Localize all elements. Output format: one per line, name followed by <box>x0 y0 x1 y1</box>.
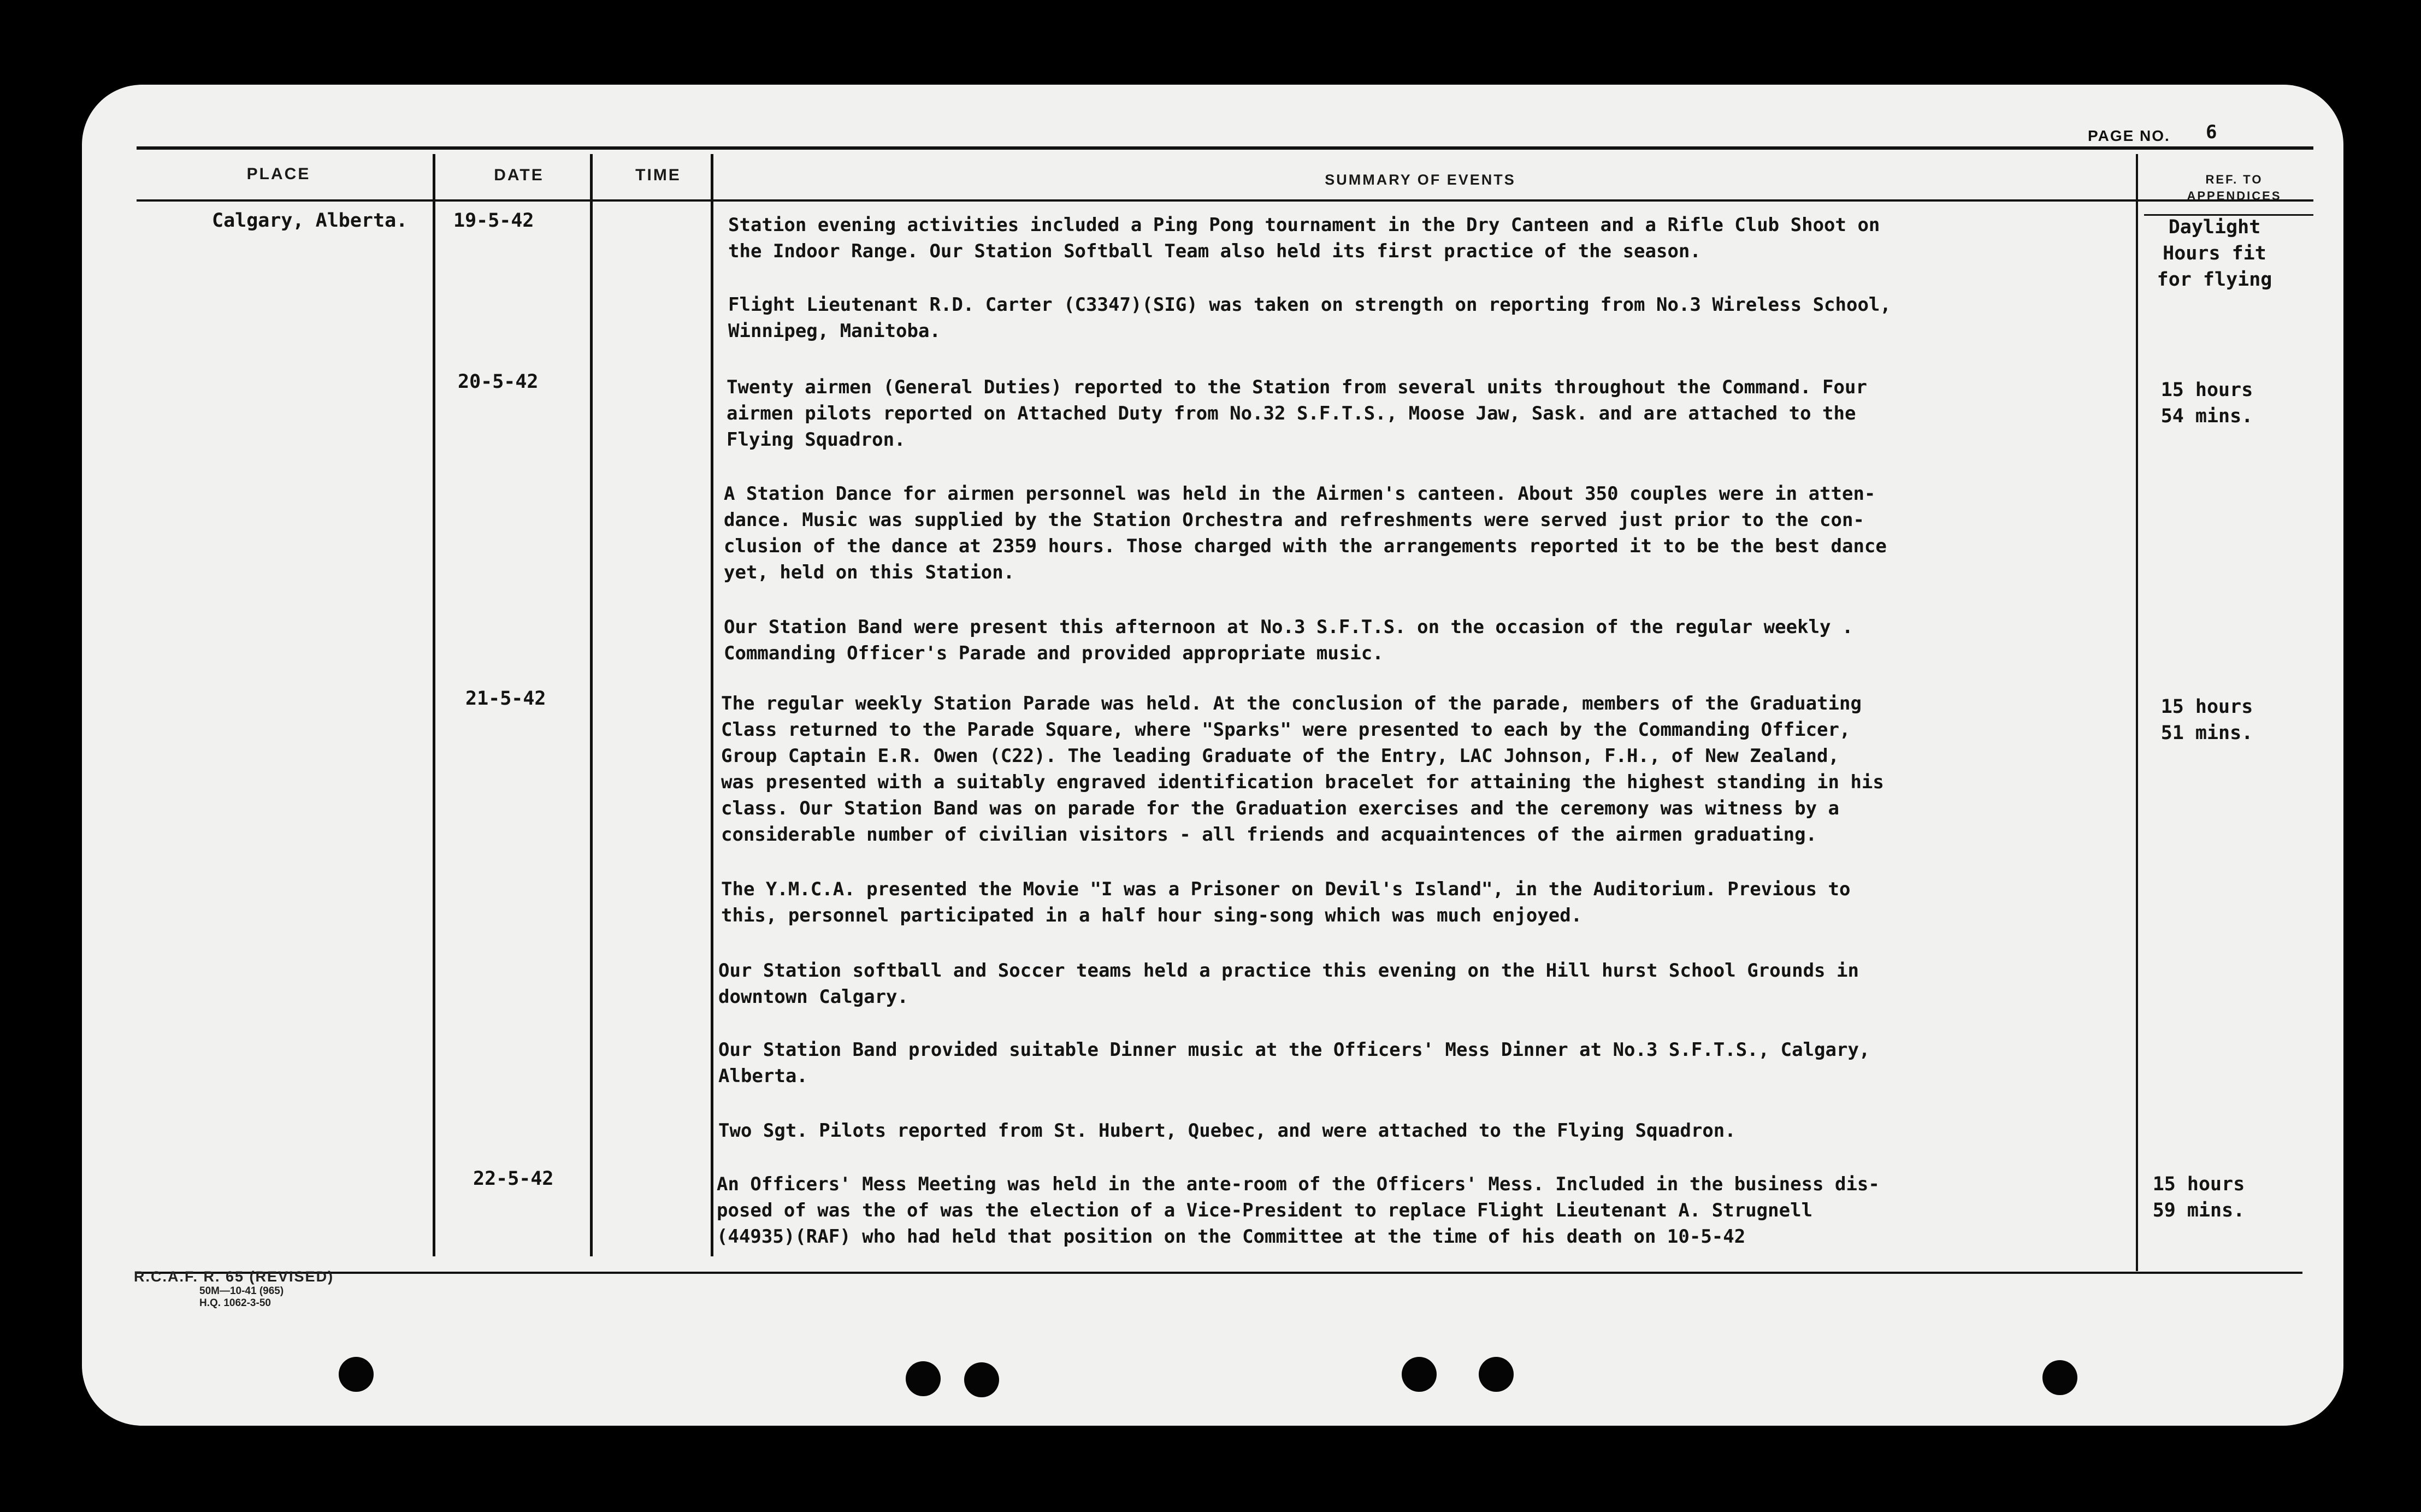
summary-entry <box>727 374 2130 453</box>
summary-line: Commanding Officer's Parade and provided appropriate music. <box>724 642 1384 664</box>
summary-line: Class returned to the Parade Square, where "Sparks" were presented to each by the Commanding Officer, <box>721 719 1851 741</box>
summary-line: The Y.M.C.A. presented the Movie "I was a Prisoner on Devil's Island", in the Auditorium. Previous to <box>721 878 1851 900</box>
summary-line: Station evening activities included a Ping Pong tournament in the Dry Canteen and a Rifle Club Shoot on <box>728 214 1880 236</box>
column-divider <box>711 154 713 1256</box>
column-header-ref: REF. TO APPENDICES <box>2187 173 2282 203</box>
punch-hole <box>1402 1357 1437 1392</box>
ref-cell <box>2128 1171 2270 1224</box>
summary-line: Winnipeg, Manitoba. <box>728 320 941 342</box>
date-cell: 22-5-42 <box>473 1168 554 1190</box>
punch-hole <box>1479 1357 1514 1392</box>
summary-line: the Indoor Range. Our Station Softball Team also held its first practice of the season. <box>728 240 1701 262</box>
column-header-summary: SUMMARY OF EVENTS <box>1325 172 1516 188</box>
place-cell: Calgary, Alberta. <box>212 210 408 232</box>
summary-line: downtown Calgary. <box>718 986 908 1008</box>
form-number <box>134 1268 334 1309</box>
page-number: 6 <box>2206 121 2217 143</box>
summary-line: An Officers' Mess Meeting was held in the ante-room of the Officers' Mess. Included in the business dis- <box>717 1173 1880 1195</box>
summary-line: posed of was the of was the election of a Vice-President to replace Flight Lieutenant A. Strugnell <box>717 1200 1813 1221</box>
punch-hole <box>906 1361 941 1396</box>
summary-line: this, personnel participated in a half hour sing-song which was much enjoyed. <box>721 905 1582 926</box>
summary-entry <box>717 1171 2121 1250</box>
ref-line: 15 hours <box>2160 379 2253 401</box>
summary-line: Our Station softball and Soccer teams held a practice this evening on the Hill hurst School Grounds in <box>718 960 1859 982</box>
summary-line: yet, held on this Station. <box>724 562 1015 583</box>
punch-hole <box>339 1357 374 1392</box>
summary-line: Alberta. <box>718 1065 808 1087</box>
column-divider <box>433 154 435 1256</box>
summary-line: Flight Lieutenant R.D. Carter (C3347)(SIG) was taken on strength on reporting from No.3 Wireless School, <box>728 294 1891 316</box>
summary-line: Our Station Band provided suitable Dinner music at the Officers' Mess Dinner at No.3 S.F.T.S., Calgary, <box>718 1039 1870 1061</box>
ref-cell <box>2136 694 2278 746</box>
top-rule <box>137 146 2313 150</box>
ref-line: Daylight <box>2168 216 2261 238</box>
summary-entry <box>728 212 2132 264</box>
summary-entry <box>721 690 2125 848</box>
summary-entry <box>721 876 2125 929</box>
date-cell: 19-5-42 <box>453 210 534 232</box>
bottom-rule <box>137 1272 2302 1274</box>
summary-line: A Station Dance for airmen personnel was held in the Airmen's canteen. About 350 couples were in atten- <box>724 483 1876 505</box>
date-cell: 21-5-42 <box>465 688 546 710</box>
ref-line: for flying <box>2157 269 2272 291</box>
summary-line: Flying Squadron. <box>727 429 906 451</box>
summary-line: clusion of the dance at 2359 hours. Those charged with the arrangements reported it to be the best dance <box>724 535 1887 557</box>
summary-entry <box>718 1118 2122 1144</box>
summary-line: Group Captain E.R. Owen (C22). The leading Graduate of the Entry, LAC Johnson, F.H., of New Zealand, <box>721 745 1839 767</box>
summary-line: Our Station Band were present this afternoon at No.3 S.F.T.S. on the occasion of the regular weekly . <box>724 616 1853 638</box>
summary-line: airmen pilots reported on Attached Duty from No.32 S.F.T.S., Moose Jaw, Sask. and are attached to the <box>727 403 1856 424</box>
ref-line: 15 hours <box>2152 1173 2245 1195</box>
summary-line: Twenty airmen (General Duties) reported to the Station from several units throughout the Command. Four <box>727 376 1867 398</box>
punch-hole <box>2042 1360 2077 1395</box>
ref-cell <box>2136 377 2278 429</box>
summary-line: was presented with a suitably engraved identification bracelet for attaining the highest standing in his <box>721 771 1884 793</box>
summary-line: The regular weekly Station Parade was held. At the conclusion of the parade, members of the Graduating <box>721 693 1862 714</box>
ref-line: 15 hours <box>2160 696 2253 718</box>
column-header-date: DATE <box>494 166 544 184</box>
header-rule <box>137 199 2313 202</box>
page-number-label: PAGE NO. <box>2088 127 2170 144</box>
summary-line: considerable number of civilian visitors - all friends and acquaintences of the airmen graduating. <box>721 824 1817 846</box>
ref-line: Hours fit <box>2163 243 2266 264</box>
form-number-line: R.C.A.F. R. 65 (REVISED) <box>134 1268 334 1285</box>
summary-line: (44935)(RAF) who had held that position on the Committee at the time of his death on 10-5-42 <box>717 1226 1746 1248</box>
ref-line: 59 mins. <box>2152 1200 2245 1221</box>
summary-line: dance. Music was supplied by the Station Orchestra and refreshments were served just prior to the con- <box>724 509 1864 531</box>
form-number-line: 50M—10-41 (965) <box>199 1285 284 1297</box>
column-divider <box>590 154 593 1256</box>
column-header-place: PLACE <box>246 165 311 183</box>
summary-entry <box>724 481 2128 586</box>
summary-entry <box>728 292 2132 344</box>
ref-cell <box>2144 214 2286 293</box>
ref-line: 51 mins. <box>2160 722 2253 744</box>
summary-entry <box>718 1037 2122 1089</box>
summary-entry <box>718 958 2122 1010</box>
form-number-line: H.Q. 1062-3-50 <box>199 1297 271 1309</box>
ref-line: 54 mins. <box>2160 405 2253 427</box>
punch-hole <box>964 1362 999 1397</box>
summary-line: Two Sgt. Pilots reported from St. Hubert, Quebec, and were attached to the Flying Squadron. <box>718 1120 1736 1142</box>
column-header-time: TIME <box>635 166 681 184</box>
summary-entry <box>724 614 2128 666</box>
summary-line: class. Our Station Band was on parade for the Graduation exercises and the ceremony was witness by a <box>721 798 1839 819</box>
date-cell: 20-5-42 <box>458 371 539 393</box>
